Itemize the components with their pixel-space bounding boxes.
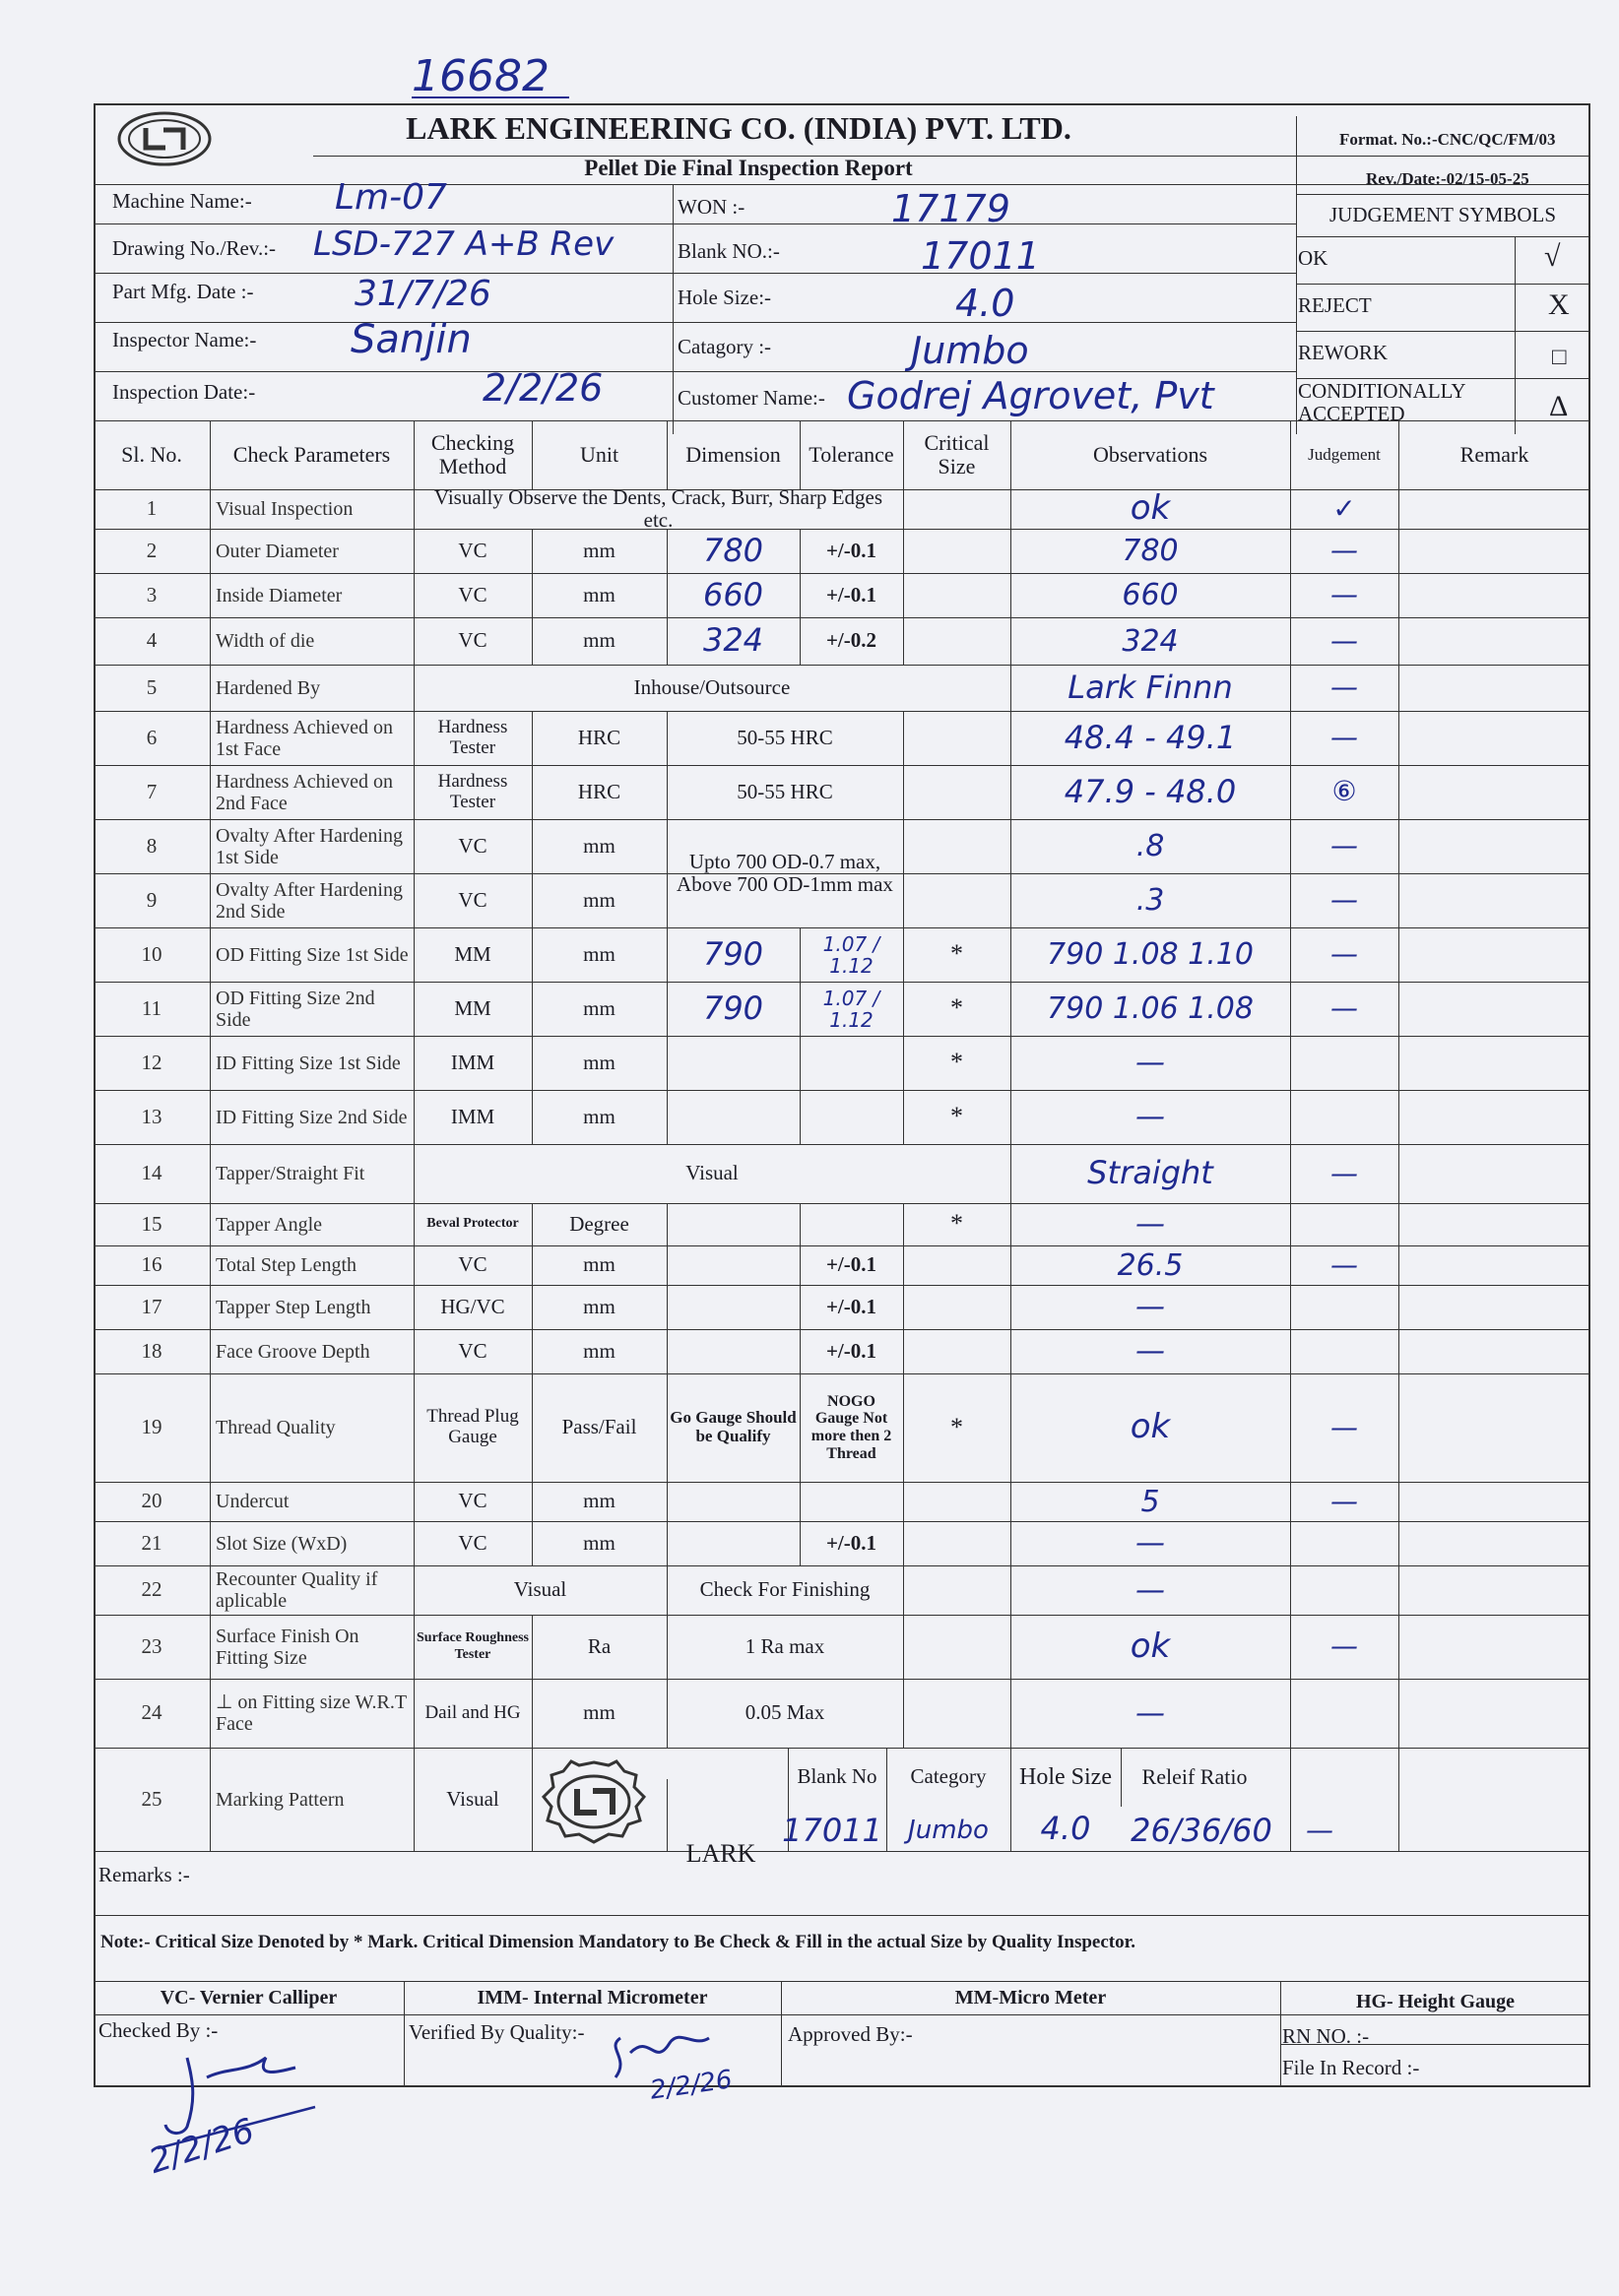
judgement: — [1330,1484,1358,1517]
inspection-date-value: 2/2/26 [483,366,604,410]
column-header: Observations [1092,441,1208,467]
divider [94,184,1590,185]
blank-no-label: Blank NO.:- [678,239,780,263]
serial-number: 23 [141,1633,162,1658]
serial-number: 2 [146,538,158,562]
tolerance: +/-0.1 [825,1338,877,1363]
checked-by-label: Checked By :- [98,2018,219,2042]
judgement: — [1330,623,1358,657]
checking-method: Visual [513,1577,567,1602]
table-rule [903,1565,904,1615]
observation: — [1135,1046,1165,1080]
check-parameter: Hardness Achieved on 2nd Face [216,770,393,814]
rn-no-label: RN NO. :- [1282,2024,1370,2048]
check-parameter: ⊥ on Fitting size W.R.T Face [216,1691,407,1735]
machine-name-label: Machine Name:- [112,189,252,213]
divider [1515,236,1516,434]
unit: mm [583,1338,615,1363]
table-rule [800,1482,801,1521]
critical-mark: * [950,1102,963,1131]
customer-name-value: Godrej Agrovet, Pvt [847,374,1214,417]
table-rule [667,1036,668,1090]
check-parameter: Inside Diameter [216,584,343,606]
ok-check-icon: √ [1544,240,1561,273]
serial-number: 17 [141,1294,162,1318]
serial-number: 4 [146,628,158,653]
category-label: Catagory :- [678,335,772,358]
checking-method: VC [458,887,487,912]
rework-square-icon: □ [1552,345,1567,370]
tolerance: +/-0.1 [825,1252,877,1277]
checking-method: VC [458,1489,487,1513]
column-header: Tolerance [809,441,894,467]
observation: 790 1.08 1.10 [1047,937,1254,972]
observation: 47.9 - 48.0 [1064,772,1237,810]
divider [673,184,674,434]
hole-size-value: 4.0 [955,282,1015,325]
serial-number: 16 [141,1252,162,1277]
judgement: — [1330,829,1358,862]
check-parameter: ID Fitting Size 1st Side [216,1052,401,1074]
judgement: ✓ [1332,491,1356,525]
marking-relief-label: Releif Ratio [1141,1763,1248,1789]
marking-category-label: Category [910,1764,987,1789]
observation: 780 [1122,534,1179,568]
unit: Ra [587,1633,612,1658]
symbol-reject-label: REJECT [1298,293,1372,317]
unit: mm [583,1252,615,1277]
table-rule [903,1285,904,1329]
verified-by-label: Verified By Quality:- [409,2020,585,2044]
serial-number: 8 [146,833,158,858]
verified-by-date: 2/2/26 [648,2065,735,2106]
observation: ok [1130,1407,1171,1447]
checking-method: VC [458,833,487,858]
tolerance: +/-0.1 [825,1530,877,1555]
divider [94,2014,1590,2015]
column-header: Dimension [685,441,781,467]
divider [1296,156,1590,157]
dimension: 660 [702,575,764,613]
marking-hole-label: Hole Size [1019,1763,1112,1790]
table-rule [667,1090,668,1144]
merged-spec: Inhouse/Outsource [633,674,791,699]
serial-number: 13 [141,1104,162,1128]
revision-date: Rev./Date:-02/15-05-25 [1366,169,1529,188]
check-parameter: Tapper/Straight Fit [216,1163,365,1184]
report-title: Pellet Die Final Inspection Report [584,156,913,180]
serial-number: 12 [141,1050,162,1074]
table-rule [532,1748,533,1851]
check-parameter: Marking Pattern [216,1788,345,1811]
critical-mark: * [950,1209,963,1239]
divider [94,322,1296,323]
legend-imm: IMM- Internal Micrometer [477,1987,708,2009]
unit: Pass/Fail [561,1415,637,1439]
check-parameter: Hardened By [216,676,321,699]
observation: — [1135,1526,1165,1561]
table-rule [800,1203,801,1245]
dimension-tolerance: 0.05 Max [745,1700,825,1725]
divider [1296,284,1590,285]
table-rule [903,819,904,873]
dimension: Go Gauge Should be Qualify [670,1408,797,1445]
tolerance: +/-0.1 [825,582,877,606]
table-rule [667,1203,668,1245]
marking-logo-icon [540,1757,648,1851]
table-rule [667,1285,668,1329]
unit: mm [583,887,615,912]
checking-method: MM [454,941,491,966]
table-rule [903,1245,904,1285]
judgement: — [1330,534,1358,567]
unit: mm [583,582,615,606]
checking-method: VC [458,628,487,653]
observation: ok [1130,1626,1171,1666]
checking-method: Dail and HG [424,1701,521,1723]
marking-relief-value: 26/36/60 [1131,1811,1272,1849]
dimension: 790 [702,989,764,1027]
serial-number: 7 [146,779,158,803]
observation: — [1135,1207,1165,1242]
unit: mm [583,941,615,966]
judgement: — [1330,883,1358,917]
check-parameter: Tapper Angle [216,1213,323,1236]
mfg-date-value: 31/7/26 [355,274,491,314]
reject-x-icon: X [1548,288,1570,321]
observation: 660 [1122,578,1179,612]
unit: mm [583,1294,615,1318]
unit: mm [583,833,615,858]
checking-method: Hardness Tester [437,716,508,758]
critical-mark: * [950,993,963,1023]
column-header: Checking Method [430,429,515,478]
tolerance: +/-0.2 [825,628,877,653]
serial-number: 9 [146,887,158,912]
column-header: Critical Size [924,429,990,478]
observation: 5 [1140,1484,1160,1519]
drawing-no-label: Drawing No./Rev.:- [112,236,277,260]
unit: HRC [577,725,621,749]
dimension: 324 [702,621,764,660]
won-value: 17179 [891,187,1010,230]
check-parameter: OD Fitting Size 1st Side [216,943,409,966]
table-rule [903,1521,904,1565]
observation: 790 1.06 1.08 [1047,991,1254,1026]
serial-number: 15 [141,1211,162,1236]
judgement: ⑥ [1331,775,1357,808]
table-rule [903,529,904,573]
tolerance: +/-0.1 [825,538,877,562]
tolerance: NOGO Gauge Not more then 2 Thread [810,1392,892,1462]
observation: .3 [1135,883,1165,918]
company-name: LARK ENGINEERING CO. (INDIA) PVT. LTD. [406,110,1071,146]
merged-spec: Visually Observe the Dents, Crack, Burr, Sharp Edges etc. [433,484,883,532]
judgement: — [1330,937,1358,971]
check-parameter: Visual Inspection [216,498,354,520]
machine-name-value: Lm-07 [335,177,447,218]
dimension: 790 [702,934,764,973]
dimension: 780 [702,531,764,569]
serial-number: 19 [141,1415,162,1439]
serial-number: 21 [141,1530,162,1555]
judgement: — [1330,1410,1358,1443]
marking-blank-label: Blank No [797,1764,877,1789]
inspection-date-label: Inspection Date:- [112,380,256,404]
divider [94,1915,1590,1916]
serial-number: 20 [141,1489,162,1513]
observation: — [1135,1695,1165,1731]
checking-method: Visual [446,1786,499,1811]
observation: — [1135,1290,1165,1324]
unit: mm [583,1530,615,1555]
serial-number: 18 [141,1338,162,1363]
tolerance: 1.07 / 1.12 [822,931,880,978]
document-number: 16682 [412,51,550,101]
check-parameter: Total Step Length [216,1254,357,1276]
serial-number: 22 [141,1577,162,1602]
observation: 26.5 [1117,1247,1184,1283]
table-rule [800,1090,801,1144]
check-parameter: OD Fitting Size 2nd Side [216,987,375,1031]
judgement: — [1330,1629,1358,1663]
unit: mm [583,1104,615,1128]
divider [1296,194,1590,195]
observation: Lark Finnn [1068,668,1233,706]
checking-method: Beval Protector [426,1216,519,1232]
column-header: Sl. No. [121,441,182,467]
critical-mark: * [950,939,963,969]
unit: mm [583,628,615,653]
check-parameter: Undercut [216,1491,290,1512]
divider [94,223,1296,224]
check-parameter: Recounter Quality if aplicable [216,1568,378,1612]
serial-number: 11 [141,995,162,1020]
observation: Straight [1087,1154,1213,1192]
table-rule [903,711,904,765]
check-parameter: Width of die [216,630,315,652]
symbol-conditional-label: CONDITIONALLY ACCEPTED [1298,379,1465,426]
observation: ok [1130,488,1171,529]
divider [94,1981,1590,1982]
marking-category-value: Jumbo [908,1816,989,1846]
column-header: Unit [579,441,619,467]
check-parameter: ID Fitting Size 2nd Side [216,1106,408,1128]
check-parameter: Surface Finish On Fitting Size [216,1625,359,1669]
unit: Degree [569,1211,629,1236]
table-rule [903,617,904,665]
serial-number: 3 [146,582,158,606]
legend-hg: HG- Height Gauge [1355,1991,1516,2012]
customer-name-label: Customer Name:- [678,386,825,410]
check-parameter: Ovalty After Hardening 2nd Side [216,878,403,923]
divider [313,156,1296,157]
serial-number: 6 [146,725,158,749]
checking-method: VC [458,1530,487,1555]
table-rule [903,1679,904,1748]
checking-method: VC [458,1338,487,1363]
symbol-ok-label: OK [1298,246,1328,270]
inspector-name-label: Inspector Name:- [112,328,257,351]
table-rule [903,1329,904,1373]
symbol-rework-label: REWORK [1298,341,1388,364]
unit: mm [583,538,615,562]
observation: — [1135,1572,1165,1608]
critical-mark: * [950,1048,963,1077]
table-rule [903,573,904,617]
check-parameter: Tapper Step Length [216,1296,371,1318]
dimension-tolerance: 1 Ra max [745,1633,825,1658]
dimension-tolerance: Check For Finishing [699,1577,871,1602]
observation: 48.4 - 49.1 [1064,718,1237,756]
marking-judgement: — [1306,1814,1333,1847]
table-rule [667,1482,668,1521]
checked-by-date: 2/2/26 [144,2111,259,2182]
marking-blank-value: 17011 [782,1811,882,1849]
column-header: Judgement [1308,444,1381,464]
conditional-triangle-icon: Δ [1549,390,1569,422]
checking-method: HG/VC [440,1294,505,1318]
check-parameter: Face Groove Depth [216,1340,370,1363]
checking-method: IMM [450,1104,495,1128]
check-parameter: Ovalty After Hardening 1st Side [216,824,403,868]
approved-by-label: Approved By:- [788,2022,913,2046]
unit: mm [583,1050,615,1074]
merged-spec: Visual [685,1161,739,1185]
judgement: — [1330,1247,1358,1281]
unit: mm [583,1489,615,1513]
observation: — [1135,1100,1165,1134]
check-parameter: Thread Quality [216,1417,336,1438]
table-rule [667,1329,668,1373]
ovality-spec: Upto 700 OD-0.7 max, Above 700 OD-1mm max [677,849,893,896]
table-rule [903,489,904,529]
judgement: — [1330,1156,1358,1189]
mfg-date-label: Part Mfg. Date :- [112,280,254,303]
doc-number-underline [412,96,569,98]
format-number: Format. No.:-CNC/QC/FM/03 [1339,130,1556,149]
table-rule [1121,1748,1122,1807]
dimension-tolerance: 50-55 HRC [737,725,833,749]
critical-size-note: Note:- Critical Size Denoted by * Mark. Critical Dimension Mandatory to Be Check & Fill in the actual Size by Quality Inspector. [100,1932,1136,1952]
table-rule [667,1521,668,1565]
won-label: WON :- [678,195,745,219]
column-header: Remark [1459,441,1529,467]
legend-mm: MM-Micro Meter [954,1987,1107,2009]
company-logo-icon [116,110,213,167]
checking-method: VC [458,1252,487,1277]
checking-method: VC [458,538,487,562]
checking-method: VC [458,582,487,606]
serial-number: 14 [141,1161,162,1185]
table-rule [800,1036,801,1090]
remarks-label: Remarks :- [98,1863,190,1886]
drawing-no-value: LSD-727 A+B Rev [313,224,615,264]
check-parameter: Outer Diameter [216,540,339,562]
table-rule [903,873,904,927]
checking-method: Thread Plug Gauge [426,1406,519,1447]
unit: HRC [577,779,621,803]
file-in-record-label: File In Record :- [1282,2056,1420,2079]
divider [94,371,1296,372]
serial-number: 24 [141,1700,162,1725]
checking-method: IMM [450,1050,495,1074]
judgement: — [1330,670,1358,704]
checking-method: MM [454,995,491,1020]
divider [1296,331,1590,332]
serial-number: 10 [141,941,162,966]
divider [94,273,1296,274]
table-rule [903,765,904,819]
table-rule [1398,420,1399,1851]
dimension-tolerance: 50-55 HRC [737,779,833,803]
checking-method: Surface Roughness Tester [417,1630,529,1662]
check-parameter: Slot Size (WxD) [216,1532,348,1555]
unit: mm [583,1700,615,1725]
serial-number: 25 [141,1786,162,1811]
tolerance: 1.07 / 1.12 [822,986,880,1032]
critical-mark: * [950,1412,963,1441]
tolerance: +/-0.1 [825,1294,877,1318]
serial-number: 1 [146,496,158,521]
hole-size-label: Hole Size:- [678,286,772,309]
judgement: — [1330,991,1358,1025]
observation: — [1135,1334,1165,1369]
marking-brand: LARK [685,1838,756,1868]
serial-number: 5 [146,674,158,699]
marking-hole-value: 4.0 [1040,1809,1091,1847]
column-header: Check Parameters [232,441,391,467]
observation: .8 [1135,829,1165,863]
check-parameter: Hardness Achieved on 1st Face [216,716,393,760]
blank-no-value: 17011 [921,234,1040,278]
judgement: — [1330,721,1358,754]
judgement-symbols-title: JUDGEMENT SYMBOLS [1329,203,1557,226]
checking-method: Hardness Tester [437,770,508,812]
divider [1296,236,1590,237]
observation: 324 [1122,623,1179,659]
unit: mm [583,995,615,1020]
legend-vc: VC- Vernier Calliper [160,1987,338,2009]
divider [1296,116,1297,434]
inspector-name-value: Sanjin [351,317,472,362]
category-value: Jumbo [911,329,1029,372]
table-rule [667,1245,668,1285]
table-rule [903,1482,904,1521]
judgement: — [1330,578,1358,611]
table-rule [903,1615,904,1679]
